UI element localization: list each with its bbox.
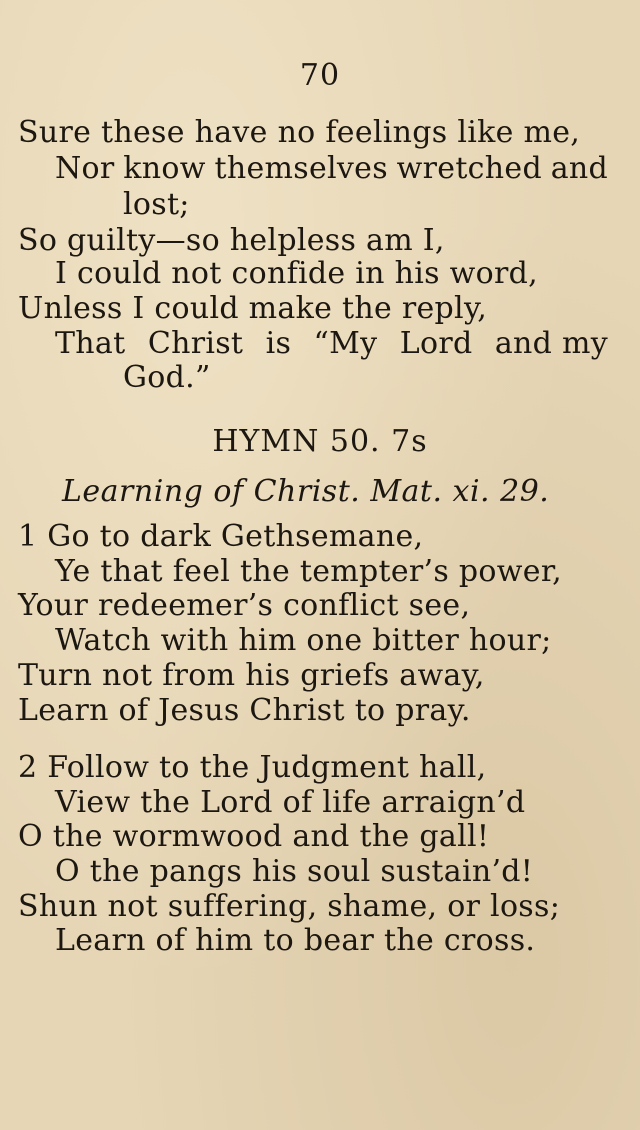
verse-line: 2 Follow to the Judgment hall, xyxy=(18,750,487,785)
word: That xyxy=(55,326,126,361)
word: Lord xyxy=(399,326,473,361)
verse-line: 1 Go to dark Gethsemane, xyxy=(18,519,424,554)
word: and my xyxy=(494,326,608,361)
word: Nor xyxy=(55,151,115,186)
poem-line xyxy=(55,327,608,361)
poem-line: Sure these have no feelings like me, xyxy=(18,115,581,150)
hymn-subtitle: Learning of Christ. Mat. xi. 29. xyxy=(62,474,550,509)
verse-line: View the Lord of life arraign’d xyxy=(55,785,526,820)
verse-line: Ye that feel the tempter’s power, xyxy=(55,554,563,589)
word: themselves xyxy=(214,151,388,186)
word: wretched xyxy=(396,151,542,186)
word: and xyxy=(550,151,608,186)
poem-line: God.” xyxy=(123,360,211,395)
verse-line: Turn not from his griefs away, xyxy=(18,658,485,693)
verse-line: Your redeemer’s conflict see, xyxy=(18,588,471,623)
verse-line: Learn of him to bear the cross. xyxy=(55,923,536,958)
word: Christ xyxy=(147,326,244,361)
poem-line: I could not confide in his word, xyxy=(55,256,538,291)
word: know xyxy=(123,151,206,186)
poem-line: So guilty—so helpless am I, xyxy=(18,223,445,258)
word: is xyxy=(265,326,292,361)
poem-line: lost; xyxy=(123,187,190,222)
hymn-title: HYMN 50. 7s xyxy=(212,424,428,459)
verse-line: Shun not suffering, shame, or loss; xyxy=(18,889,561,924)
page-number: 70 xyxy=(299,58,341,93)
verse-line: O the pangs his soul sustain’d! xyxy=(55,854,534,889)
poem-line xyxy=(55,152,608,186)
verse-line: Watch with him one bitter hour; xyxy=(55,623,552,658)
verse-line: Learn of Jesus Christ to pray. xyxy=(18,693,471,728)
verse-line: O the wormwood and the gall! xyxy=(18,819,490,854)
word: “My xyxy=(313,326,378,361)
poem-line: Unless I could make the reply, xyxy=(18,291,488,326)
